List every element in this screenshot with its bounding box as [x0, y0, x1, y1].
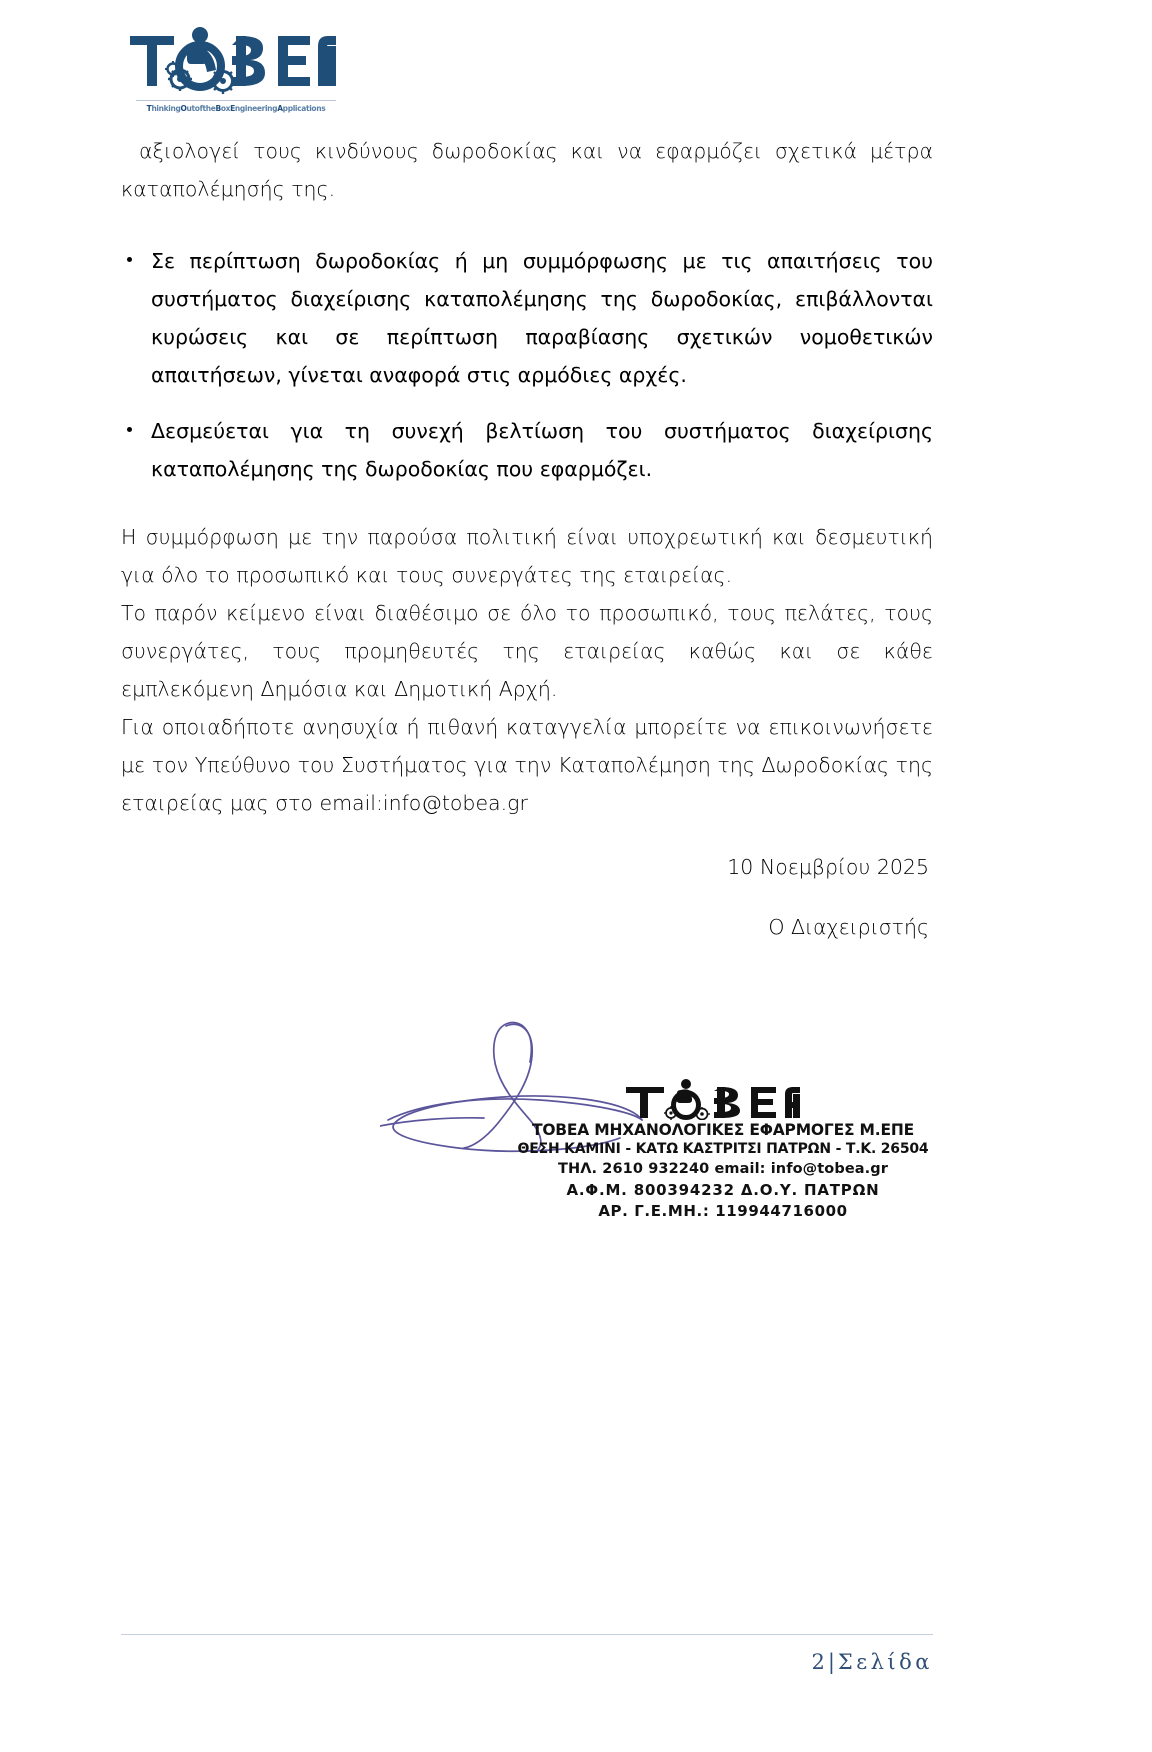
tobea-logo-icon [128, 22, 338, 94]
company-logo [128, 22, 338, 113]
continued-paragraph: αξιολογεί τους κινδύνους δωροδοκίας και να εφαρμόζει σχετικά μέτρα καταπολέμησής της. [121, 139, 933, 201]
signoff-block [121, 848, 933, 946]
stamp-tobea-logo-icon [625, 1078, 810, 1120]
footer-page-word: Σελίδα [837, 1650, 933, 1674]
logo-divider [136, 100, 336, 101]
page-header [120, 22, 460, 122]
page-footer [121, 1650, 933, 1674]
stamp-and-signature [380, 1000, 940, 1260]
bullet-icon [127, 257, 132, 262]
logo-tagline: ThinkingOutoftheBoxEngineeringApplications [146, 104, 326, 113]
footer-separator: | [827, 1650, 835, 1674]
list-item-text: Σε περίπτωση δωροδοκίας ή μη συμμόρφωσης με τις απαιτήσεις του συστήματος διαχείρισης καταπολέμησης της δωροδοκίας, επιβάλλονται κυρώσεις και σε περίπτωση παραβίασης σχετικών νομοθετικών απαιτήσεων, γίνεται αναφορά στις αρμόδιες αρχές. [151, 249, 933, 387]
stamp-text-block [513, 1120, 933, 1222]
stamp-line-registry: ΑΡ. Γ.Ε.ΜΗ.: 119944716000 [598, 1202, 848, 1220]
footer-page-number: 2 [811, 1650, 825, 1674]
spacer [121, 488, 933, 504]
body-paragraph-3: Για οποιαδήποτε ανησυχία ή πιθανή καταγγελία μπορείτε να επικοινωνήσετε με τον Υπεύθυνο του Συστήματος για την Καταπολέμηση της Δωροδοκίας της εταιρείας μας στο email:info@tobea.gr [121, 715, 933, 815]
body-paragraph-2: Το παρόν κείμενο είναι διαθέσιμο σε όλο το προσωπικό, τους πελάτες, τους συνεργάτες, τους προμηθευτές της εταιρείας καθώς και σε κάθε εμπλεκόμενη Δημόσια και Δημοτική Αρχή. [121, 601, 933, 701]
spacer [121, 208, 933, 224]
document-body [121, 132, 933, 822]
list-item-text: Δεσμεύεται για τη συνεχή βελτίωση του συστήματος διαχείρισης καταπολέμησης της δωροδοκίας που εφαρμόζει. [151, 419, 933, 481]
signoff-date: 10 Νοεμβρίου 2025 [727, 855, 929, 879]
stamp-line-company: ΤΟΒΕΑ ΜΗΧΑΝΟΛΟΓΙΚΕΣ ΕΦΑΡΜΟΓΕΣ Μ.ΕΠΕ [531, 1121, 915, 1139]
stamp-line-address: ΘΕΣΗ ΚΑΜΙΝΙ - ΚΑΤΩ ΚΑΣΤΡΙΤΣΙ ΠΑΤΡΩΝ - Τ.Κ. 26504 [517, 1141, 929, 1157]
stamp-line-contact: ΤΗΛ. 2610 932240 email: info@tobea.gr [558, 1161, 888, 1177]
signoff-title: Ο Διαχειριστής [768, 915, 929, 939]
commitments-list [121, 242, 933, 488]
list-item [121, 242, 933, 394]
bullet-icon [127, 427, 132, 432]
footer-divider [121, 1634, 933, 1635]
list-item [121, 412, 933, 488]
company-stamp [513, 1078, 933, 1243]
body-paragraph-1: Η συμμόρφωση με την παρούσα πολιτική είναι υποχρεωτική και δεσμευτική για όλο το προσωπικό και τους συνεργάτες της εταιρείας. [121, 525, 933, 587]
stamp-line-tax: Α.Φ.Μ. 800394232 Δ.Ο.Υ. ΠΑΤΡΩΝ [566, 1181, 880, 1199]
